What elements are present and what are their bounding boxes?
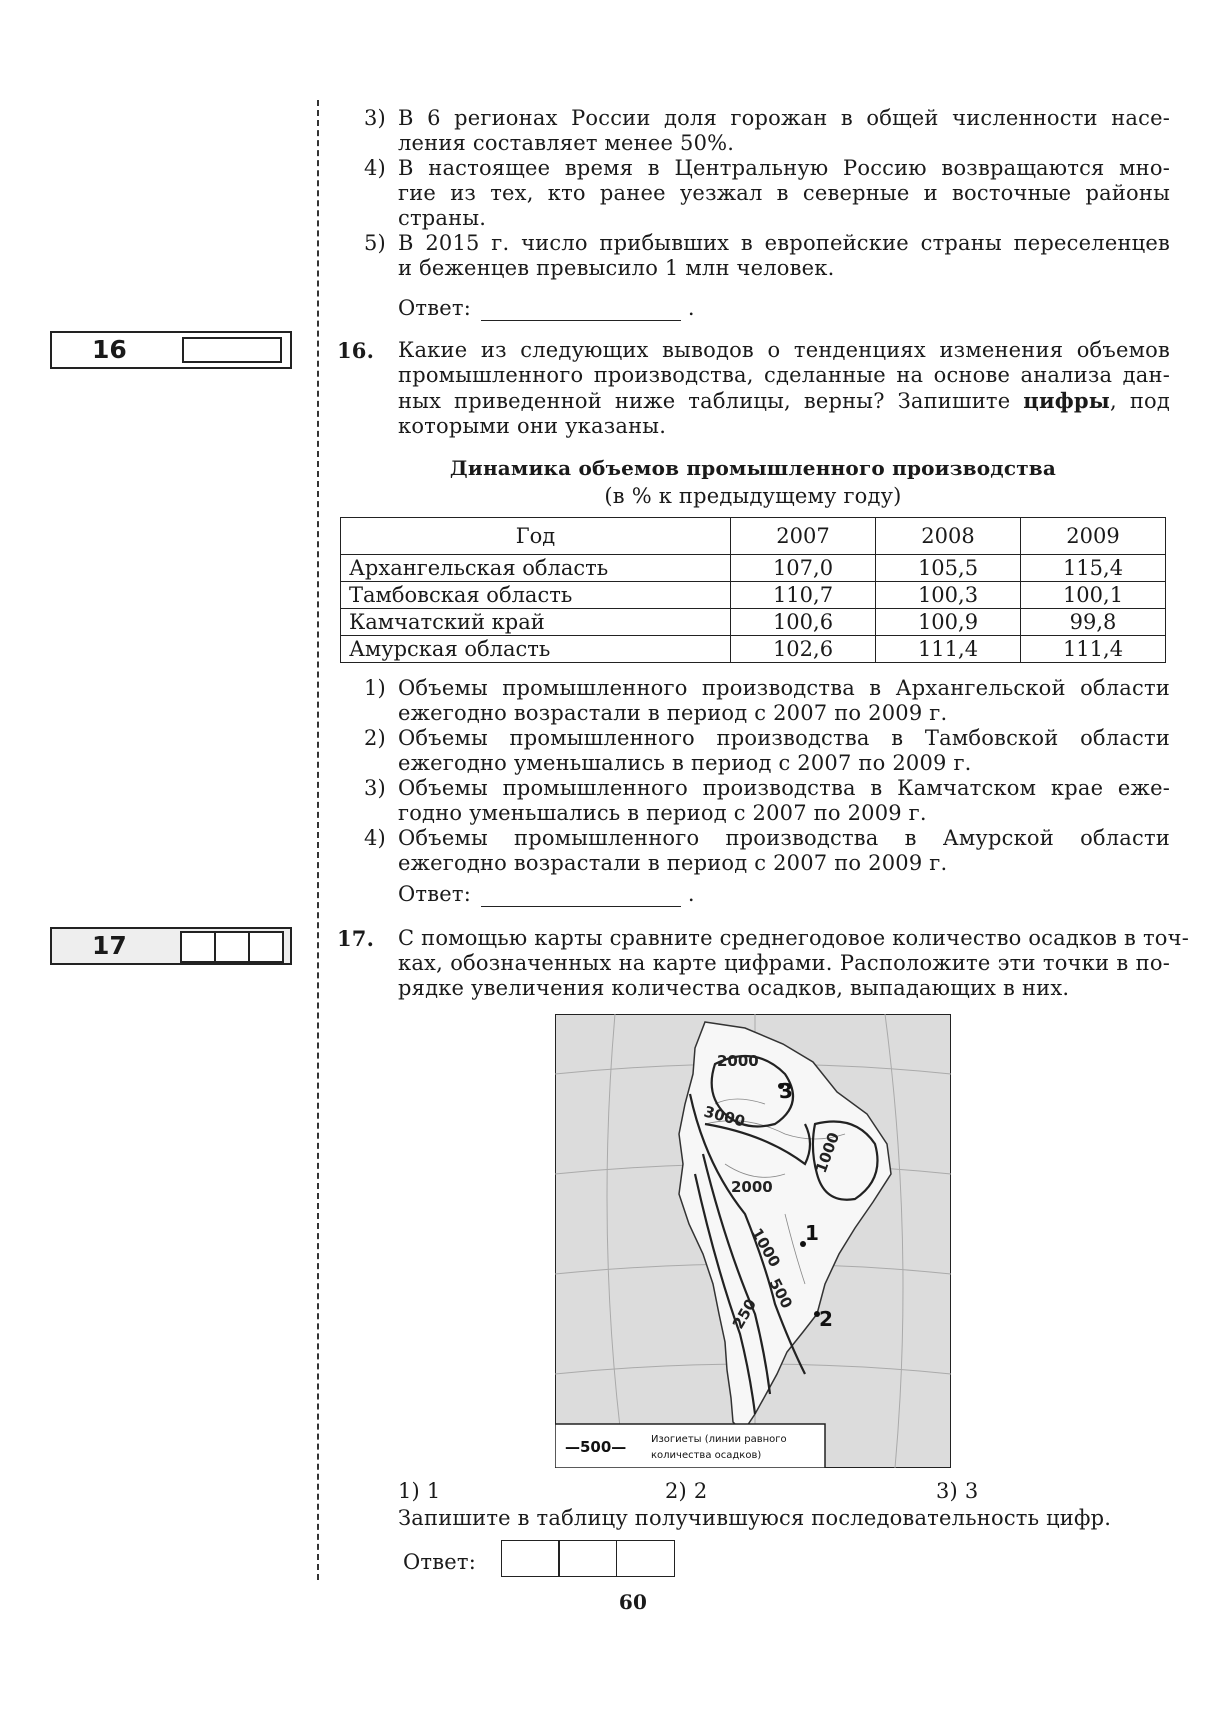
table-value-cell: 110,7 — [731, 582, 876, 609]
task-16-question-line: промышленного производства, сделанные на основе анализа дан- — [398, 363, 1170, 387]
table-row — [341, 582, 1166, 609]
choice-1: 1) 1 — [398, 1479, 441, 1503]
option-line: Объемы промышленного производства в Тамбовской области — [398, 726, 1170, 750]
task-16-question — [398, 338, 1170, 439]
answer-label: Ответ: — [398, 882, 471, 906]
page-number: 60 — [618, 1590, 648, 1614]
answer-cell[interactable] — [501, 1540, 560, 1577]
choice-3: 3) 3 — [936, 1479, 979, 1503]
task-17-instruction: Запишите в таблицу получившуюся последовательность цифр. — [398, 1506, 1112, 1530]
isohyet-label: 3000 — [701, 1102, 747, 1131]
option-number: 1) — [364, 676, 386, 700]
task-16-answer-box — [50, 331, 292, 369]
task-16-question-line: Какие из следующих выводов о тенденциях изменения объемов — [398, 338, 1170, 362]
answer-cell[interactable] — [180, 931, 216, 963]
map-point-label: 3 — [779, 1079, 793, 1103]
legend-text: Изогиеты (линии равного — [651, 1434, 787, 1445]
table-header: 2008 — [876, 518, 1021, 555]
isohyet-label: 500 — [765, 1275, 797, 1312]
task-17-answer-box — [50, 927, 292, 965]
option-line: Объемы промышленного производства в Амурской области — [398, 826, 1170, 850]
legend-value: —500— — [565, 1438, 627, 1456]
production-table — [340, 517, 1166, 663]
task-17-box-number: 17 — [92, 931, 127, 960]
isohyet-label: 1000 — [811, 1129, 844, 1176]
table-value-cell: 111,4 — [876, 636, 1021, 663]
isohyet-label: 2000 — [717, 1052, 759, 1070]
option-number: 2) — [364, 726, 386, 750]
option-number: 3) — [364, 106, 386, 130]
task-16-question-line: ных приведенной ниже таблицы, верны? Запишите цифры, под — [398, 388, 1171, 413]
answer-field[interactable] — [481, 300, 681, 321]
option-line: Объемы промышленного производства в Архангельской области — [398, 676, 1170, 700]
task-16-question-line: которыми они указаны. — [398, 414, 667, 438]
option-line: гие из тех, кто ранее уезжал в северные и восточные районы — [398, 181, 1170, 205]
isohyet-label: 2000 — [731, 1178, 773, 1196]
table-value-cell: 102,6 — [731, 636, 876, 663]
option-line: ления составляет менее 50%. — [398, 131, 735, 155]
option-line: В 2015 г. число прибывших в европейские страны переселенцев — [398, 231, 1170, 255]
answer-label: Ответ: — [403, 1550, 476, 1574]
answer-field[interactable] — [481, 886, 681, 907]
option-line: и беженцев превысило 1 млн человек. — [398, 256, 835, 280]
option-number: 4) — [364, 826, 386, 850]
table-header: 2009 — [1021, 518, 1166, 555]
option-line: ежегодно уменьшались в период с 2007 по 2009 г. — [398, 751, 972, 775]
option-item — [364, 231, 1170, 281]
answer-cell[interactable] — [616, 1540, 675, 1577]
table-title: Динамика объемов промышленного производства — [449, 456, 1057, 480]
answer-cell[interactable] — [558, 1540, 617, 1577]
option-line: В 6 регионах России доля горожан в общей численности насе- — [398, 106, 1170, 130]
table-region-cell: Архангельская область — [341, 555, 731, 582]
table-value-cell: 100,6 — [731, 609, 876, 636]
table-row — [341, 609, 1166, 636]
option-line: страны. — [398, 206, 487, 230]
task-17-answer-cells — [182, 931, 284, 959]
table-subtitle: (в % к предыдущему году) — [604, 484, 902, 508]
table-row — [341, 555, 1166, 582]
table-value-cell: 100,3 — [876, 582, 1021, 609]
table-value-cell: 107,0 — [731, 555, 876, 582]
option-line: В настоящее время в Центральную Россию возвращаются мно- — [398, 156, 1170, 180]
isohyet-label: 250 — [728, 1295, 761, 1332]
table-value-cell: 115,4 — [1021, 555, 1166, 582]
map-point-label: 2 — [819, 1307, 833, 1331]
table-header: Год — [341, 518, 731, 555]
option-number: 5) — [364, 231, 386, 255]
margin-cut-line — [317, 100, 319, 1580]
task-16-box-number: 16 — [92, 335, 127, 364]
task-16-number: 16. — [337, 338, 375, 363]
task-17-question — [398, 926, 1189, 1001]
table-value-cell: 111,4 — [1021, 636, 1166, 663]
task-16-answer-cell[interactable] — [182, 337, 282, 363]
task-17-question-line: С помощью карты сравните среднегодовое количество осадков в точ- — [398, 926, 1189, 950]
option-number: 4) — [364, 156, 386, 180]
table-value-cell: 100,9 — [876, 609, 1021, 636]
option-item — [364, 826, 1170, 876]
option-item — [364, 776, 1170, 826]
option-line: годно уменьшались в период с 2007 по 2009 г. — [398, 801, 927, 825]
option-number: 3) — [364, 776, 386, 800]
table-region-cell: Тамбовская область — [341, 582, 731, 609]
table-header: 2007 — [731, 518, 876, 555]
task-16-answer-row: Ответ: . — [398, 882, 695, 906]
previous-answer-row: Ответ: . — [398, 296, 695, 320]
task-17-number: 17. — [337, 926, 375, 951]
isohyet-label: 1000 — [747, 1225, 784, 1271]
option-line: ежегодно возрастали в период с 2007 по 2009 г. — [398, 851, 948, 875]
task-17-question-line: рядке увеличения количества осадков, выпадающих в них. — [398, 976, 1070, 1000]
task-17-question-line: ках, обозначенных на карте цифрами. Расположите эти точки в по- — [398, 951, 1170, 975]
option-item — [364, 156, 1170, 231]
task-17-answer-grid — [502, 1540, 675, 1577]
precipitation-map — [555, 1014, 951, 1468]
legend-text: количества осадков) — [651, 1450, 762, 1461]
table-region-cell: Амурская область — [341, 636, 731, 663]
map-point-label: 1 — [805, 1221, 819, 1245]
table-region-cell: Камчатский край — [341, 609, 731, 636]
answer-label: Ответ: — [398, 296, 471, 320]
table-value-cell: 100,1 — [1021, 582, 1166, 609]
table-row — [341, 636, 1166, 663]
table-value-cell: 99,8 — [1021, 609, 1166, 636]
option-line: ежегодно возрастали в период с 2007 по 2009 г. — [398, 701, 948, 725]
option-item — [364, 726, 1170, 776]
answer-cell[interactable] — [248, 931, 284, 963]
option-item — [364, 676, 1170, 726]
table-value-cell: 105,5 — [876, 555, 1021, 582]
choice-2: 2) 2 — [665, 1479, 708, 1503]
answer-cell[interactable] — [214, 931, 250, 963]
option-item — [364, 106, 1170, 156]
option-line: Объемы промышленного производства в Камчатском крае еже- — [398, 776, 1170, 800]
table-header-row — [341, 518, 1166, 555]
